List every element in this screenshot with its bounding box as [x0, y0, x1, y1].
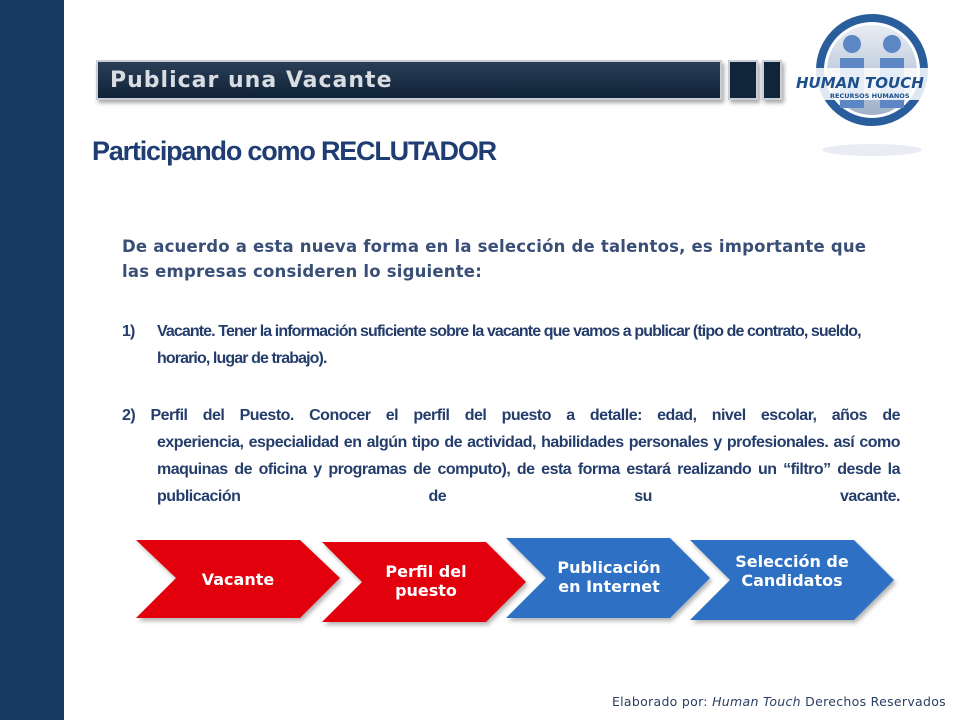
logo-tagline: RECURSOS HUMANOS [830, 92, 910, 100]
chevron-label-3: Publicación en Internet [557, 558, 661, 596]
chevron-label-2: Perfil del puesto [385, 562, 467, 600]
logo-brand: HUMAN TOUCH [796, 74, 924, 92]
list-item-text: experiencia, especialidad en algún tipo de actividad, habilidades personales y profesionales. así como maquinas de oficina y programas de computo), de esta forma estará realizando un “filtro” desde la publicación de su vacante. [157, 434, 900, 505]
footer-prefix: Elaborado por: [611, 694, 713, 709]
chevron-label-1: Vacante [201, 570, 275, 589]
list-item-lead: 2) Perfil del Puesto. Conocer el perfil del puesto a detalle: edad, nivel escolar, años de [122, 407, 900, 424]
intro-paragraph: De acuerdo a esta nueva forma en la selección de talentos, es importante que las empresas consideren lo siguiente: [122, 237, 867, 281]
list-item-text: Vacante. Tener la información suficiente sobre la vacante que vamos a publicar (tipo de contrato, sueldo, horario, lugar de trabajo). [157, 323, 861, 367]
footer-suffix: Derechos Reservados [800, 694, 946, 709]
footer-credit [612, 694, 946, 709]
chevron-label-4: Selección de Candidatos [735, 552, 849, 590]
list-item-number: 1) [122, 323, 135, 340]
page-title: Publicar una Vacante [110, 67, 393, 93]
footer-company: Human Touch [712, 694, 801, 709]
section-subtitle: Participando como RECLUTADOR [92, 136, 496, 166]
